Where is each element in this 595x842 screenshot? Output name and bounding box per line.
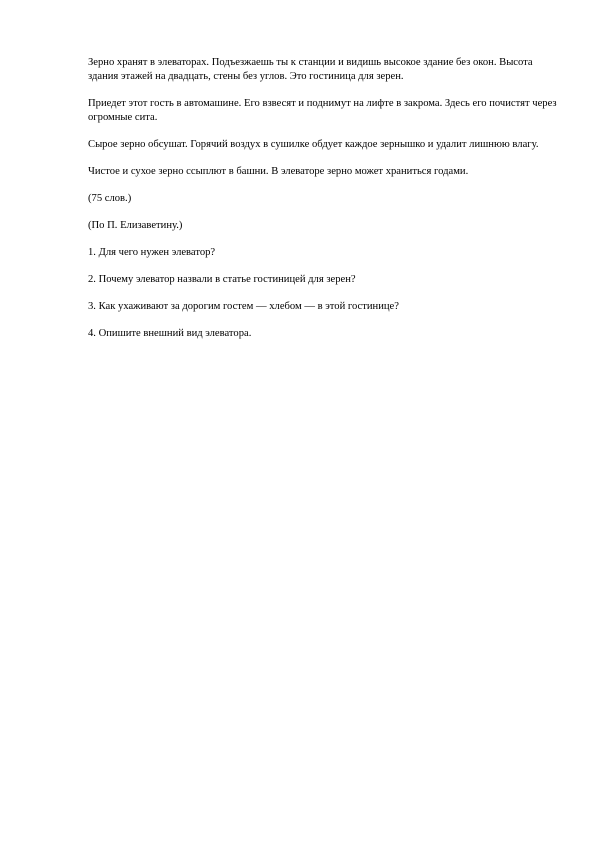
document-body [88,56,558,341]
question-4: 4. Опишите внешний вид элеватора. [88,328,252,339]
word-count: (75 слов.) [88,193,132,204]
attribution: (По П. Елизаветину.) [88,220,183,231]
text-paragraph: Приедет этот гость в автомашине. Его взвесят и поднимут на лифте в закрома. Здесь его почистят через огромные сита. [88,98,557,123]
text-paragraph: Зерно хранят в элеваторах. Подъезжаешь ты к станции и видишь высокое здание без окон. Высота здания этажей на двадцать, стены без углов. Это гостиница для зерен. [88,57,533,82]
question-2: 2. Почему элеватор назвали в статье гостиницей для зерен? [88,274,356,285]
question-3: 3. Как ухаживают за дорогим гостем — хлебом — в этой гостинице? [88,301,399,312]
question-1: 1. Для чего нужен элеватор? [88,247,216,258]
text-paragraph: Сырое зерно обсушат. Горячий воздух в сушилке обдует каждое зернышко и удалит лишнюю влагу. [88,139,539,150]
text-paragraph: Чистое и сухое зерно ссыплют в башни. В элеваторе зерно может храниться годами. [88,166,469,177]
